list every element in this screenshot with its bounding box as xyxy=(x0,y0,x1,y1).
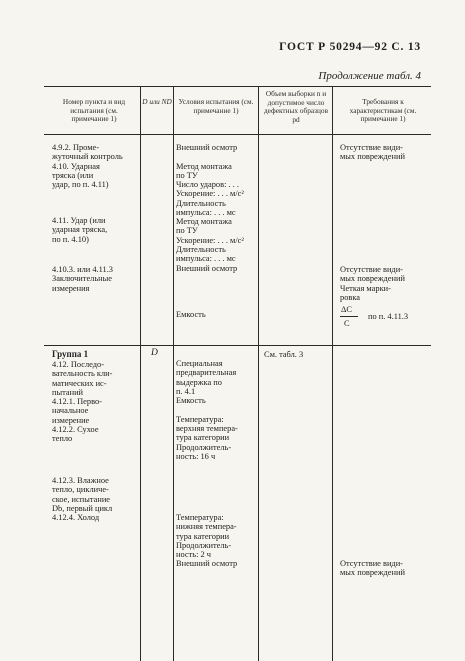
item-cell-impact xyxy=(52,216,107,244)
column-header-conditions-text: Условия испытания (см. примечание 1) xyxy=(178,97,254,115)
fraction-numerator: ΔC xyxy=(341,305,352,314)
column-divider-2 xyxy=(173,86,174,661)
column-header-requirements xyxy=(338,98,428,124)
column-header-item xyxy=(52,98,136,124)
text-line xyxy=(176,301,237,310)
text-line: тепло, цикличе- xyxy=(52,485,109,495)
text-line: Внешний осмотр xyxy=(176,559,238,569)
text-line: измерение xyxy=(52,415,90,425)
text-line: Четкая марки- xyxy=(340,283,391,293)
text-line: тряска (или xyxy=(52,170,94,180)
text-line: мых повреждений xyxy=(340,568,405,578)
text-line: Продолжитель- xyxy=(176,540,232,550)
text-line: Отсутствие види- xyxy=(340,265,403,274)
text-line: предварительная xyxy=(176,368,237,378)
text-line: ность: 16 ч xyxy=(176,451,216,461)
text-line: ударная тряска, xyxy=(52,225,108,235)
table-section-rule xyxy=(44,345,431,346)
conditions-cell-impact xyxy=(176,217,244,263)
text-line: Емкость xyxy=(176,310,206,320)
text-line: Продолжитель- xyxy=(176,442,232,452)
text-line: Метод монтажа xyxy=(176,217,232,226)
conditions-cell-final xyxy=(176,264,237,320)
text-line: Температура: xyxy=(176,414,224,424)
item-cell-intermediate xyxy=(52,143,123,189)
text-line: 4.12.4. Холод xyxy=(52,513,100,523)
text-line: Ускорение: . . . м/с² xyxy=(176,189,244,199)
column-header-sample-text: Объем выборки n и допустимое число дефектных образцов pd xyxy=(263,89,329,124)
text-line: пытаний xyxy=(52,387,84,397)
conditions-cell-group-sequence xyxy=(176,359,238,461)
text-line: измерения xyxy=(52,283,90,293)
text-line: тура категории xyxy=(176,433,230,443)
text-line: по ТУ xyxy=(176,170,198,180)
text-line xyxy=(176,152,244,161)
column-header-conditions xyxy=(176,98,256,115)
text-line: ское, испытание xyxy=(52,494,111,504)
text-line: Заключительные xyxy=(52,274,112,284)
text-line: нижняя темпера- xyxy=(176,522,237,532)
text-line xyxy=(176,283,237,292)
text-line: ровка xyxy=(340,292,360,302)
text-line: матических ис- xyxy=(52,378,107,388)
column-divider-1 xyxy=(140,86,141,661)
text-line: 4.10. Ударная xyxy=(52,161,100,171)
column-header-requirements-text: Требования к характеристикам (см. примечание 1) xyxy=(349,97,417,124)
item-cell-final xyxy=(52,265,113,293)
page-header-standard: ГОСТ Р 50294—92 С. 13 xyxy=(279,41,421,53)
text-line: тепло xyxy=(52,434,73,444)
table-top-rule xyxy=(44,86,431,87)
text-line: выдержка по xyxy=(176,377,222,387)
text-line: удар, по п. 4.11) xyxy=(52,180,109,190)
text-line: Ускорение: . . . м/с² xyxy=(176,235,244,245)
sample-size-cell: См. табл. 3 xyxy=(264,350,304,359)
text-line: Db, первый цикл xyxy=(52,503,113,513)
column-divider-3 xyxy=(258,86,259,661)
text-line: начальное xyxy=(52,406,89,416)
text-line: ность: 2 ч xyxy=(176,550,211,560)
column-divider-4 xyxy=(332,86,333,661)
requirements-cell-intermediate xyxy=(340,143,405,162)
text-line: по ТУ xyxy=(176,226,198,236)
text-line: тура категории xyxy=(176,531,230,541)
text-line: Отсутствие види- xyxy=(340,143,403,152)
column-header-d-nd xyxy=(141,98,173,107)
text-line: 4.10.3. или 4.11.3 xyxy=(52,265,113,274)
text-line: Емкость xyxy=(176,396,206,406)
fraction-denominator: C xyxy=(344,319,350,328)
requirements-cell-group-cold xyxy=(340,559,405,578)
item-cell-group-damp-cold xyxy=(52,476,112,522)
item-cell-group-sequence xyxy=(52,360,112,444)
text-line: мых повреждений xyxy=(340,274,405,284)
text-line: 4.12.3. Влажное xyxy=(52,476,109,485)
text-line: вательность кли- xyxy=(52,369,113,379)
column-header-item-text: Номер пункта и вид испытания (см. примечание 1) xyxy=(62,97,126,124)
text-line: верхняя темпера- xyxy=(176,424,238,434)
d-nd-value: D xyxy=(151,348,158,358)
fraction-bar xyxy=(340,316,358,317)
text-line: импульса: . . . мс xyxy=(176,208,236,218)
text-line: Число ударов: . . . xyxy=(176,180,239,190)
column-header-d-nd-text: D или ND xyxy=(142,97,172,106)
conditions-cell-group-cold xyxy=(176,513,237,569)
text-line xyxy=(176,273,237,282)
text-line: Внешний осмотр xyxy=(176,143,238,152)
text-line: 4.9.2. Проме- xyxy=(52,143,100,152)
text-line: Длительность xyxy=(176,198,226,208)
requirements-cell-final xyxy=(340,265,405,302)
text-line: Внешний осмотр xyxy=(176,264,238,273)
group-title: Группа 1 xyxy=(52,349,89,359)
text-line: жуточный контроль xyxy=(52,152,123,162)
text-line xyxy=(176,292,237,301)
conditions-cell-intermediate xyxy=(176,143,244,217)
text-line xyxy=(176,405,238,414)
text-line: 4.11. Удар (или xyxy=(52,216,106,225)
text-line: 4.12. Последо- xyxy=(52,360,105,369)
text-line: Длительность xyxy=(176,244,226,254)
text-line: Специальная xyxy=(176,359,223,368)
text-line: п. 4.1 xyxy=(176,386,196,396)
text-line: импульса: . . . мс xyxy=(176,254,236,264)
fraction-reference: по п. 4.11.3 xyxy=(368,312,409,321)
text-line: Метод монтажа xyxy=(176,161,232,171)
text-line: 4.12.1. Перво- xyxy=(52,397,102,407)
text-line: Температура: xyxy=(176,513,224,522)
text-line: Отсутствие види- xyxy=(340,559,403,568)
text-line: по п. 4.10) xyxy=(52,234,89,244)
table-header-rule xyxy=(44,134,431,135)
column-header-sample xyxy=(262,90,330,124)
table-continuation-label: Продолжение табл. 4 xyxy=(318,70,421,82)
text-line: 4.12.2. Сухое xyxy=(52,425,99,435)
text-line: мых повреждений xyxy=(340,152,405,162)
